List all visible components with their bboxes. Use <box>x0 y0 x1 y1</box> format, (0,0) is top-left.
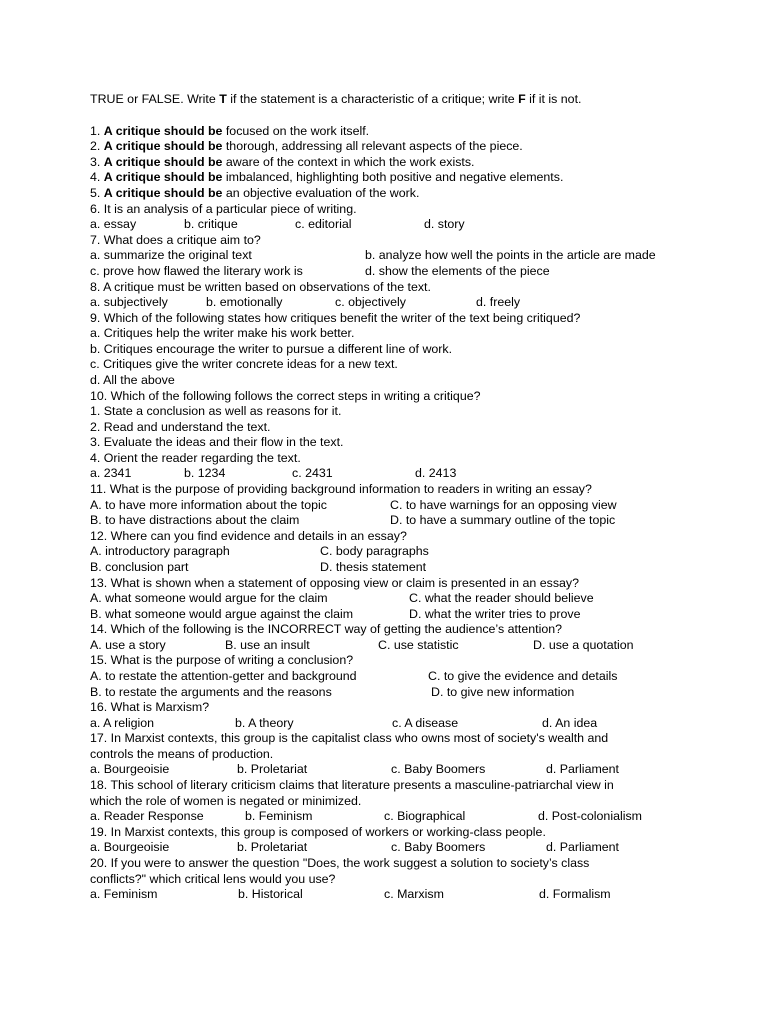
question-line: 9. Which of the following states how critiques benefit the writer of the text being critiqued? <box>90 310 581 325</box>
tf-item-1 <box>90 124 369 139</box>
instructions-middle: if the statement is a characteristic of a critique; write <box>226 92 519 106</box>
answer-option: a. essay <box>90 217 137 232</box>
tf-item-number: 3. <box>90 154 104 169</box>
answer-option: d. show the elements of the piece <box>365 263 550 278</box>
question-line: 13. What is shown when a statement of opposing view or claim is presented in an essay? <box>90 575 580 590</box>
answer-option: C. use statistic <box>378 637 459 652</box>
answer-option: d. Post-colonialism <box>538 809 642 824</box>
answer-option: d. 2413 <box>415 466 457 481</box>
question-line: 6. It is an analysis of a particular piece of writing. <box>90 201 357 216</box>
question-line: 3. Evaluate the ideas and their flow in the text. <box>90 435 344 450</box>
question-line: 18. This school of literary criticism claims that literature presents a masculine-patriarchal view in <box>90 778 614 793</box>
instructions <box>90 92 581 107</box>
question-line: 15. What is the purpose of writing a conclusion? <box>90 653 354 668</box>
instructions-suffix: if it is not. <box>525 92 582 106</box>
answer-option: b. emotionally <box>206 295 283 310</box>
answer-option: c. Biographical <box>384 809 466 824</box>
question-line: b. Critiques encourage the writer to pursue a different line of work. <box>90 341 453 356</box>
tf-item-text: aware of the context in which the work exists. <box>222 154 475 169</box>
answer-option: C. body paragraphs <box>320 544 429 559</box>
answer-option: a. Bourgeoisie <box>90 762 170 777</box>
question-line: 2. Read and understand the text. <box>90 419 271 434</box>
instructions-t-letter: T <box>219 92 227 106</box>
question-line: 16. What is Marxism? <box>90 700 210 715</box>
question-line: 19. In Marxist contexts, this group is composed of workers or working-class people. <box>90 824 546 839</box>
tf-item-4 <box>90 170 563 185</box>
question-line: a. Critiques help the writer make his work better. <box>90 326 355 341</box>
tf-item-lead: A critique should be <box>103 154 223 169</box>
question-line: 11. What is the purpose of providing background information to readers in writing an essay? <box>90 482 592 497</box>
question-line: 10. Which of the following follows the correct steps in writing a critique? <box>90 388 481 403</box>
answer-option: D. thesis statement <box>320 559 427 574</box>
answer-option: d. freely <box>476 295 521 310</box>
answer-option: b. critique <box>184 217 238 232</box>
question-line: 4. Orient the reader regarding the text. <box>90 450 301 465</box>
answer-option: c. editorial <box>295 217 352 232</box>
answer-option: D. use a quotation <box>533 637 634 652</box>
answer-option: d. Parliament <box>546 762 620 777</box>
tf-item-lead: A critique should be <box>103 170 223 185</box>
answer-option: b. 1234 <box>184 466 226 481</box>
answer-option: a. 2341 <box>90 466 132 481</box>
question-line: c. Critiques give the writer concrete ideas for a new text. <box>90 357 398 372</box>
answer-option: a. Feminism <box>90 887 158 902</box>
tf-item-number: 5. <box>90 186 104 200</box>
answer-option: c. Baby Boomers <box>391 762 486 777</box>
answer-option: c. A disease <box>392 715 459 730</box>
answer-option: c. objectively <box>335 295 406 310</box>
answer-option: c. Marxism <box>384 887 444 902</box>
tf-item-text: focused on the work itself. <box>222 123 370 138</box>
question-line: 1. State a conclusion as well as reasons for it. <box>90 404 342 419</box>
question-line: 7. What does a critique aim to? <box>90 232 261 247</box>
tf-item-lead: A critique should be <box>103 186 223 200</box>
answer-option: d. Formalism <box>539 887 611 902</box>
instructions-f-letter: F <box>518 92 526 106</box>
answer-option: A. use a story <box>90 637 166 652</box>
question-line: controls the means of production. <box>90 746 274 761</box>
answer-option: A. what someone would argue for the claim <box>90 591 328 606</box>
answer-option: b. Feminism <box>245 809 313 824</box>
tf-item-text: imbalanced, highlighting both positive and negative elements. <box>222 170 564 185</box>
question-line: 17. In Marxist contexts, this group is the capitalist class who owns most of society's wealth and <box>90 731 609 746</box>
answer-option: D. to give new information <box>431 684 575 699</box>
answer-option: a. summarize the original text <box>90 248 252 263</box>
tf-item-5 <box>90 186 419 201</box>
answer-option: B. conclusion part <box>90 559 189 574</box>
question-line: 12. Where can you find evidence and details in an essay? <box>90 528 407 543</box>
answer-option: d. story <box>424 217 465 232</box>
answer-option: a. Bourgeoisie <box>90 840 170 855</box>
answer-option: b. A theory <box>235 715 294 730</box>
tf-item-3 <box>90 155 474 170</box>
question-line: which the role of women is negated or minimized. <box>90 793 362 808</box>
answer-option: b. Proletariat <box>237 840 308 855</box>
answer-option: C. to give the evidence and details <box>428 669 618 683</box>
question-line: conflicts?" which critical lens would you use? <box>90 871 336 886</box>
answer-option: a. subjectively <box>90 295 168 310</box>
question-line: 20. If you were to answer the question "Does, the work suggest a solution to society’s class <box>90 855 590 870</box>
answer-option: B. to have distractions about the claim <box>90 513 300 528</box>
tf-item-2 <box>90 139 523 154</box>
answer-option: b. Proletariat <box>237 762 308 777</box>
question-line: d. All the above <box>90 372 175 387</box>
answer-option: B. use an insult <box>225 637 310 652</box>
tf-item-lead: A critique should be <box>103 123 223 138</box>
answer-option: a. A religion <box>90 715 155 730</box>
answer-option: A. introductory paragraph <box>90 544 230 559</box>
answer-option: B. to restate the arguments and the reasons <box>90 684 332 699</box>
answer-option: c. Baby Boomers <box>391 840 486 855</box>
answer-option: d. Parliament <box>546 840 620 855</box>
answer-option: D. what the writer tries to prove <box>409 606 581 621</box>
answer-option: b. analyze how well the points in the article are made <box>365 248 656 263</box>
answer-option: D. to have a summary outline of the topic <box>390 513 616 528</box>
tf-item-number: 4. <box>90 170 104 185</box>
answer-option: c. prove how flawed the literary work is <box>90 263 303 278</box>
answer-option: A. to restate the attention-getter and background <box>90 669 357 683</box>
answer-option: A. to have more information about the topic <box>90 497 327 512</box>
answer-option: C. what the reader should believe <box>409 591 594 606</box>
tf-item-lead: A critique should be <box>103 139 223 154</box>
tf-item-text: thorough, addressing all relevant aspects of the piece. <box>222 139 523 154</box>
question-line: 14. Which of the following is the INCORRECT way of getting the audience’s attention? <box>90 622 563 637</box>
answer-option: B. what someone would argue against the claim <box>90 606 354 621</box>
tf-item-text: an objective evaluation of the work. <box>222 186 420 200</box>
answer-option: b. Historical <box>238 887 303 902</box>
tf-item-number: 2. <box>90 139 104 154</box>
answer-option: C. to have warnings for an opposing view <box>390 497 617 512</box>
instructions-prefix: TRUE or FALSE. Write <box>90 92 220 106</box>
answer-option: d. An idea <box>542 715 598 730</box>
answer-option: c. 2431 <box>292 466 333 481</box>
answer-option: a. Reader Response <box>90 809 204 824</box>
question-line: 8. A critique must be written based on observations of the text. <box>90 279 431 294</box>
tf-item-number: 1. <box>90 123 104 138</box>
